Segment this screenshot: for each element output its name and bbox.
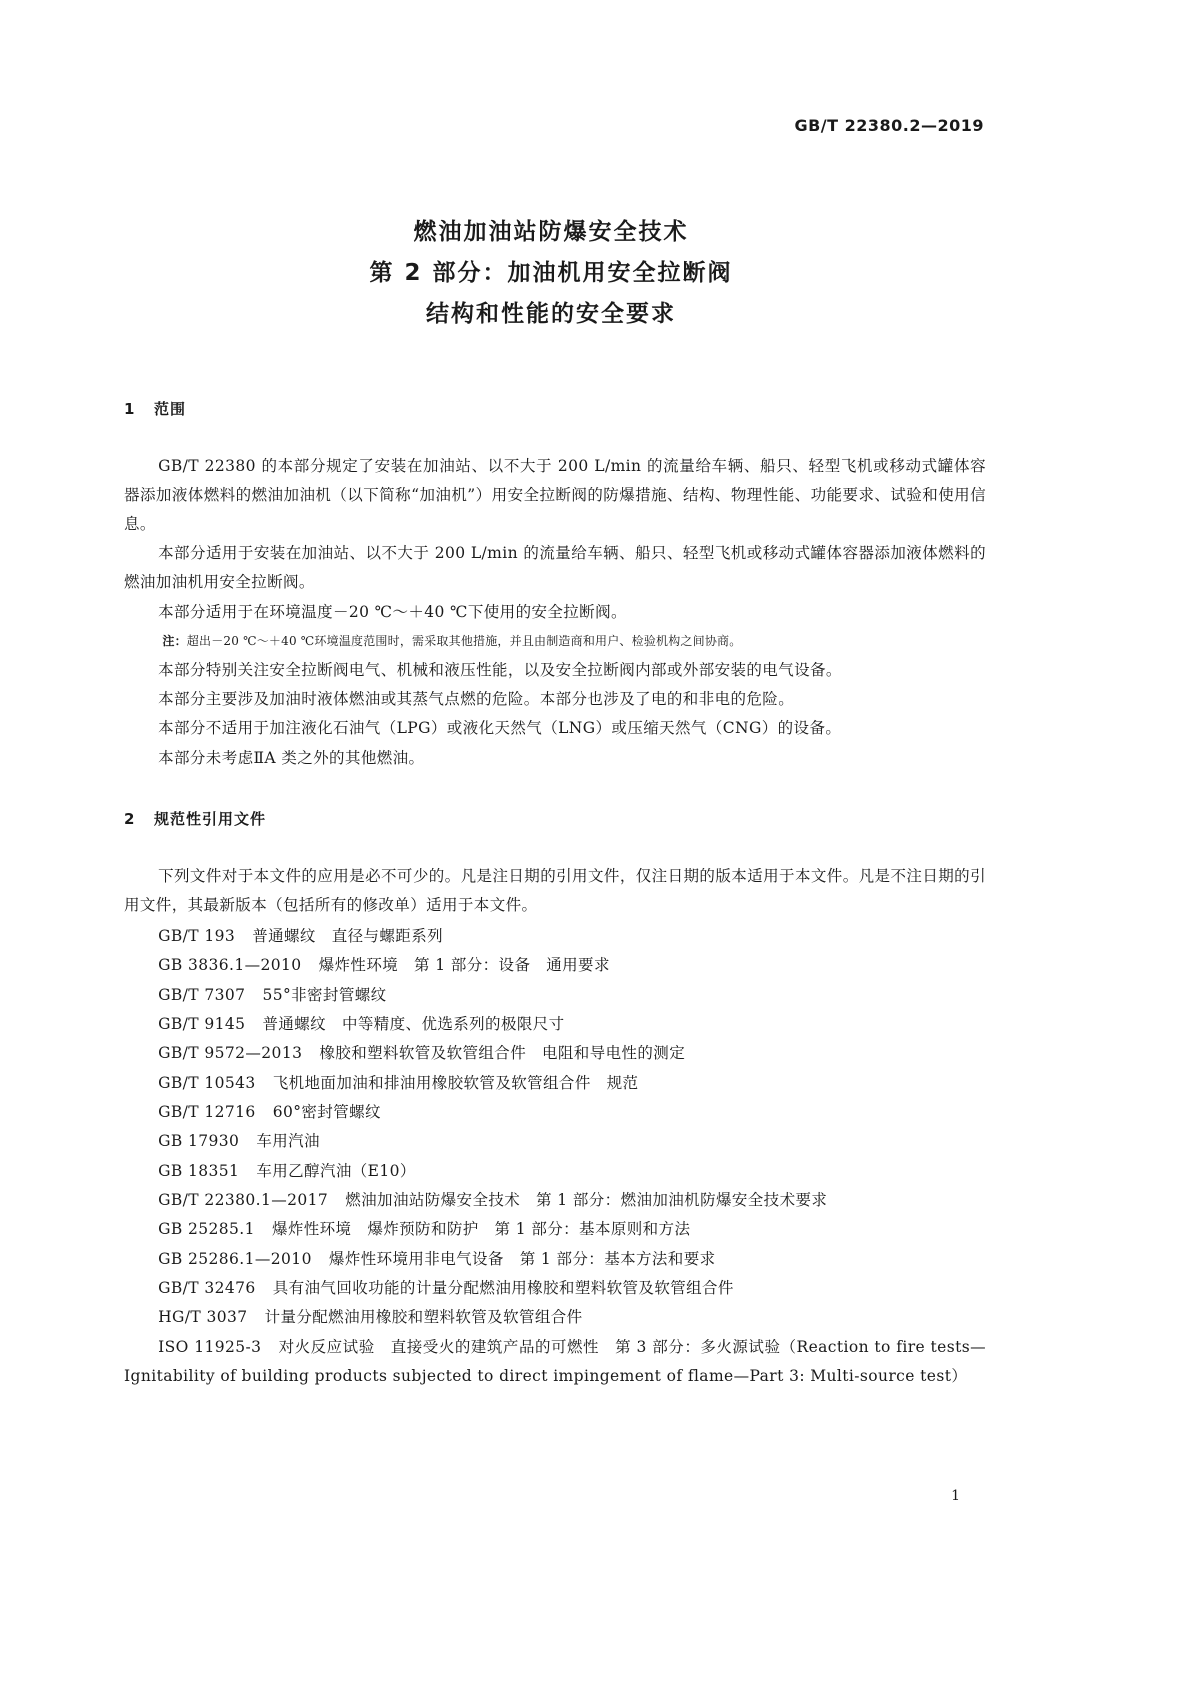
reference-item: GB 17930 车用汽油 — [158, 1132, 320, 1150]
page-number: 1 — [951, 1488, 960, 1504]
section-1-paragraph-3: 本部分适用于在环境温度－20 ℃～＋40 ℃下使用的安全拉断阀。 — [158, 603, 627, 621]
reference-item: GB/T 10543 飞机地面加油和排油用橡胶软管及软管组合件 规范 — [158, 1074, 639, 1092]
reference-item: GB/T 32476 具有油气回收功能的计量分配燃油用橡胶和塑料软管及软管组合件 — [158, 1279, 734, 1297]
reference-item: GB 3836.1—2010 爆炸性环境 第 1 部分：设备 通用要求 — [158, 956, 610, 974]
title-line-2: 第 2 部分：加油机用安全拉断阀 — [369, 260, 733, 286]
reference-item: GB 18351 车用乙醇汽油（E10） — [158, 1162, 416, 1180]
section-2-title: 规范性引用文件 — [154, 810, 267, 828]
section-1-title: 范围 — [154, 400, 187, 418]
reference-item: GB/T 9145 普通螺纹 中等精度、优选系列的极限尺寸 — [158, 1015, 565, 1033]
section-1-paragraph-5: 本部分主要涉及加油时液体燃油或其蒸气点燃的危险。本部分也涉及了电的和非电的危险。 — [158, 690, 795, 708]
section-1-paragraph-6: 本部分不适用于加注液化石油气（LPG）或液化天然气（LNG）或压缩天然气（CNG）的设备。 — [158, 719, 842, 737]
section-1-paragraph-1: GB/T 22380 的本部分规定了安装在加油站、以不大于 200 L/min 的流量给车辆、船只、轻型飞机或移动式罐体容器添加液体燃料的燃油加油机（以下简称“加油机”）用安全拉断阀的防爆措施、结构、物理性能、功能要求、试验和使用信息。 — [124, 457, 986, 533]
note-text: 超出－20 ℃～＋40 ℃环境温度范围时，需采取其他措施，并且由制造商和用户、检验机构之间协商。 — [186, 634, 742, 648]
reference-item: GB/T 12716 60°密封管螺纹 — [158, 1103, 381, 1121]
standard-code: GB/T 22380.2—2019 — [794, 116, 984, 135]
section-1-number: 1 — [124, 400, 136, 418]
title-line-3: 结构和性能的安全要求 — [426, 301, 676, 327]
title-line-1: 燃油加油站防爆安全技术 — [413, 219, 689, 245]
section-2-heading — [124, 808, 266, 829]
section-1-paragraph-2: 本部分适用于安装在加油站、以不大于 200 L/min 的流量给车辆、船只、轻型飞机或移动式罐体容器添加液体燃料的燃油加油机用安全拉断阀。 — [124, 544, 986, 591]
note-label: 注： — [162, 634, 187, 648]
section-1-paragraph-7: 本部分未考虑ⅡA 类之外的其他燃油。 — [158, 749, 425, 767]
reference-item: HG/T 3037 计量分配燃油用橡胶和塑料软管及软管组合件 — [158, 1308, 583, 1326]
reference-item: GB/T 7307 55°非密封管螺纹 — [158, 986, 387, 1004]
reference-item: GB 25286.1—2010 爆炸性环境用非电气设备 第 1 部分：基本方法和要求 — [158, 1250, 716, 1268]
reference-item-iso: ISO 11925-3 对火反应试验 直接受火的建筑产品的可燃性 第 3 部分：多火源试验（Reaction to fire tests—Ignitability of building products subjected to direct impingement of flame—Part 3: Multi-source test） — [124, 1338, 986, 1385]
section-2-intro: 下列文件对于本文件的应用是必不可少的。凡是注日期的引用文件，仅注日期的版本适用于本文件。凡是不注日期的引用文件，其最新版本（包括所有的修改单）适用于本文件。 — [124, 867, 986, 914]
reference-item: GB/T 193 普通螺纹 直径与螺距系列 — [158, 927, 443, 945]
section-1-note — [124, 631, 986, 651]
reference-item: GB/T 9572—2013 橡胶和塑料软管及软管组合件 电阻和导电性的测定 — [158, 1044, 686, 1062]
reference-item: GB 25285.1 爆炸性环境 爆炸预防和防护 第 1 部分：基本原则和方法 — [158, 1220, 691, 1238]
section-1-paragraph-4: 本部分特别关注安全拉断阀电气、机械和液压性能，以及安全拉断阀内部或外部安装的电气设备。 — [158, 661, 842, 679]
reference-item: GB/T 22380.1—2017 燃油加油站防爆安全技术 第 1 部分：燃油加油机防爆安全技术要求 — [158, 1191, 828, 1209]
section-1-heading — [124, 398, 186, 419]
section-2-number: 2 — [124, 810, 136, 828]
